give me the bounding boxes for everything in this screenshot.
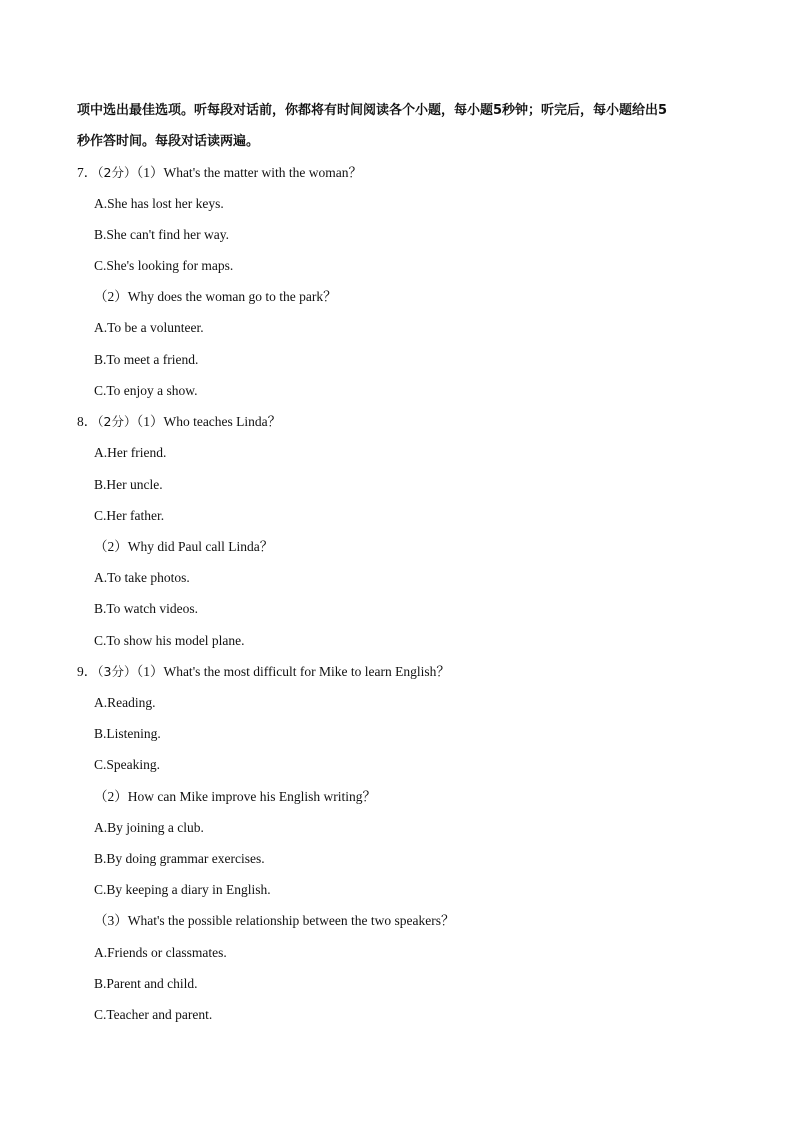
sub-question-text: What's the possible relationship between the two speakers？: [127, 913, 455, 928]
option-a: A.Friends or classmates.: [94, 945, 227, 960]
question-number: 7．: [77, 165, 98, 180]
question-points: （2分）: [97, 414, 137, 429]
sub-question-2: [94, 789, 376, 805]
sub-question-text: Why did Paul call Linda？: [127, 539, 274, 554]
instruction-line-2: 秒作答时间。每段对话读两遍。: [77, 134, 260, 149]
option-c: C.To show his model plane.: [94, 633, 245, 648]
option-c: C.Teacher and parent.: [94, 1007, 213, 1022]
sub-question-label: （2）: [94, 789, 128, 804]
question-points: （3分）: [97, 664, 137, 679]
sub-question-text: What's the matter with the woman？: [163, 165, 362, 180]
option-c: C.By keeping a diary in English.: [94, 882, 271, 897]
sub-question-3: [94, 913, 454, 929]
option-c: C.Her father.: [94, 508, 165, 523]
option-b: B.Listening.: [94, 726, 161, 741]
sub-question-label: （1）: [136, 414, 164, 429]
sub-question-text: Why does the woman go to the park？: [127, 289, 337, 304]
option-a: A.Reading.: [94, 695, 156, 710]
option-a: A.To take photos.: [94, 570, 190, 585]
option-b: B.She can't find her way.: [94, 227, 230, 242]
option-a: A.She has lost her keys.: [94, 196, 224, 211]
option-a: A.Her friend.: [94, 445, 167, 460]
question-number: 9．: [77, 664, 98, 679]
instruction-line-1: 项中选出最佳选项。听每段对话前，你都将有时间阅读各个小题，每小题5秒钟；听完后，每小题给出5: [77, 103, 668, 118]
option-c: C.To enjoy a show.: [94, 383, 198, 398]
option-b: B.To watch videos.: [94, 601, 199, 616]
sub-question-label: （2）: [94, 289, 128, 304]
sub-question-text: How can Mike improve his English writing？: [127, 789, 376, 804]
option-a: A.By joining a club.: [94, 820, 204, 835]
sub-question-2: [94, 289, 337, 305]
question-7-header: [77, 165, 362, 181]
sub-question-text: Who teaches Linda？: [163, 414, 282, 429]
sub-question-2: [94, 539, 273, 555]
option-c: C.She's looking for maps.: [94, 258, 234, 273]
question-9-header: [77, 664, 450, 680]
option-b: B.Parent and child.: [94, 976, 198, 991]
option-a: A.To be a volunteer.: [94, 320, 204, 335]
question-number: 8．: [77, 414, 98, 429]
option-b: B.To meet a friend.: [94, 352, 199, 367]
sub-question-label: （1）: [136, 664, 164, 679]
question-8-header: [77, 414, 281, 430]
sub-question-label: （2）: [94, 539, 128, 554]
question-points: （2分）: [97, 165, 137, 180]
option-b: B.Her uncle.: [94, 477, 163, 492]
option-b: B.By doing grammar exercises.: [94, 851, 265, 866]
sub-question-label: （3）: [94, 913, 128, 928]
sub-question-label: （1）: [136, 165, 164, 180]
option-c: C.Speaking.: [94, 757, 160, 772]
sub-question-text: What's the most difficult for Mike to learn English？: [163, 664, 450, 679]
